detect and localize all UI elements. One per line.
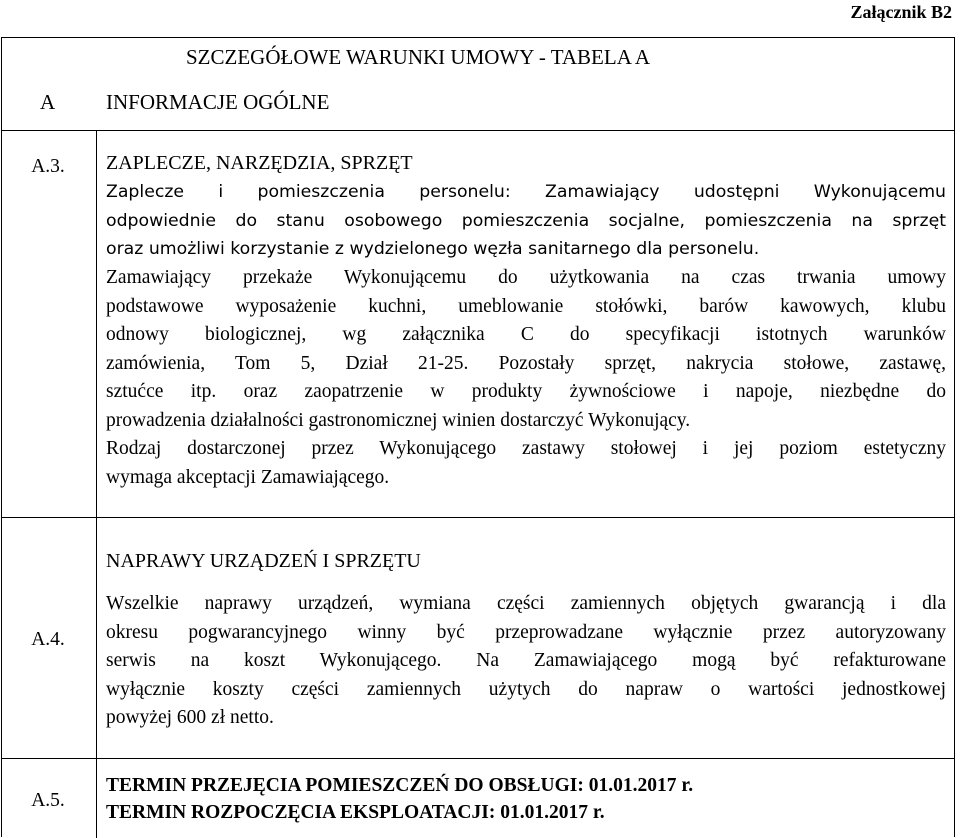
column-divider — [96, 130, 97, 838]
section-id: A — [40, 90, 56, 114]
row-divider — [2, 130, 954, 131]
a4-line: powyżej 600 zł netto. — [106, 707, 274, 728]
a5-operation-start-date: TERMIN ROZPOCZĘCIA EKSPLOATACJI: 01.01.2017 r. — [106, 802, 605, 823]
a3-line: zamówienia, Tom 5, Dział 21-25. Pozostały sprzęt, nakrycia stołowe, zastawę, — [106, 352, 946, 374]
section-title: INFORMACJE OGÓLNE — [106, 90, 330, 114]
a5-handover-date: TERMIN PRZEJĘCIA POMIESZCZEŃ DO OBSŁUGI: 01.01.2017 r. — [106, 775, 694, 796]
row-id-a5: A.5. — [31, 790, 65, 811]
a3-line: prowadzenia działalności gastronomicznej winien dostarczyć Wykonujący. — [106, 409, 691, 431]
table-title: SZCZEGÓŁOWE WARUNKI UMOWY - TABELA A — [186, 45, 650, 69]
a3-line: podstawowe wyposażenie kuchni, umeblowanie stołówki, barów kawowych, klubu — [106, 295, 946, 317]
a3-line: Zaplecze i pomieszczenia personelu: Zamawiający udostępni Wykonującemu — [106, 182, 946, 202]
row-id-a3: A.3. — [31, 156, 65, 177]
row-id-a4: A.4. — [31, 629, 65, 650]
a3-heading: ZAPLECZE, NARZĘDZIA, SPRZĘT — [106, 152, 413, 174]
a3-line: sztućce itp. oraz zaopatrzenie w produkty żywnościowe i napoje, niezbędne do — [106, 381, 946, 402]
a3-line: wymaga akceptacji Zamawiającego. — [106, 466, 390, 488]
a3-paragraph-2 — [106, 264, 946, 492]
a4-heading: NAPRAWY URZĄDZEŃ I SPRZĘTU — [106, 550, 421, 572]
row-divider — [2, 517, 954, 518]
a4-line: okresu pogwarancyjnego winny być przeprowadzane wyłącznie przez autoryzowany — [106, 621, 946, 643]
a4-line: wyłącznie koszty części zamiennych użytych do napraw o wartości jednostkowej — [106, 678, 946, 700]
a4-line: serwis na koszt Wykonującego. Na Zamawiającego mogą być refakturowane — [106, 650, 946, 671]
a3-line: odnowy biologicznej, wg załącznika C do specyfikacji istotnych warunków — [106, 324, 946, 345]
a4-paragraph — [106, 590, 946, 733]
annex-label: Załącznik B2 — [850, 2, 952, 22]
a3-line: Rodzaj dostarczonej przez Wykonującego zastawy stołowej i jej poziom estetyczny — [106, 438, 946, 459]
a3-line: Zamawiający przekaże Wykonującemu do użytkowania na czas trwania umowy — [106, 267, 946, 288]
a3-line: oraz umożliwi korzystanie z wydzielonego węzła sanitarnego dla personelu. — [106, 239, 760, 259]
a4-line: Wszelkie naprawy urządzeń, wymiana części zamiennych objętych gwarancją i dla — [106, 593, 946, 614]
row-divider — [2, 758, 954, 759]
a3-paragraph-1 — [106, 178, 946, 264]
a3-line: odpowiednie do stanu osobowego pomieszczenia socjalne, pomieszczenia na sprzęt — [106, 210, 946, 231]
